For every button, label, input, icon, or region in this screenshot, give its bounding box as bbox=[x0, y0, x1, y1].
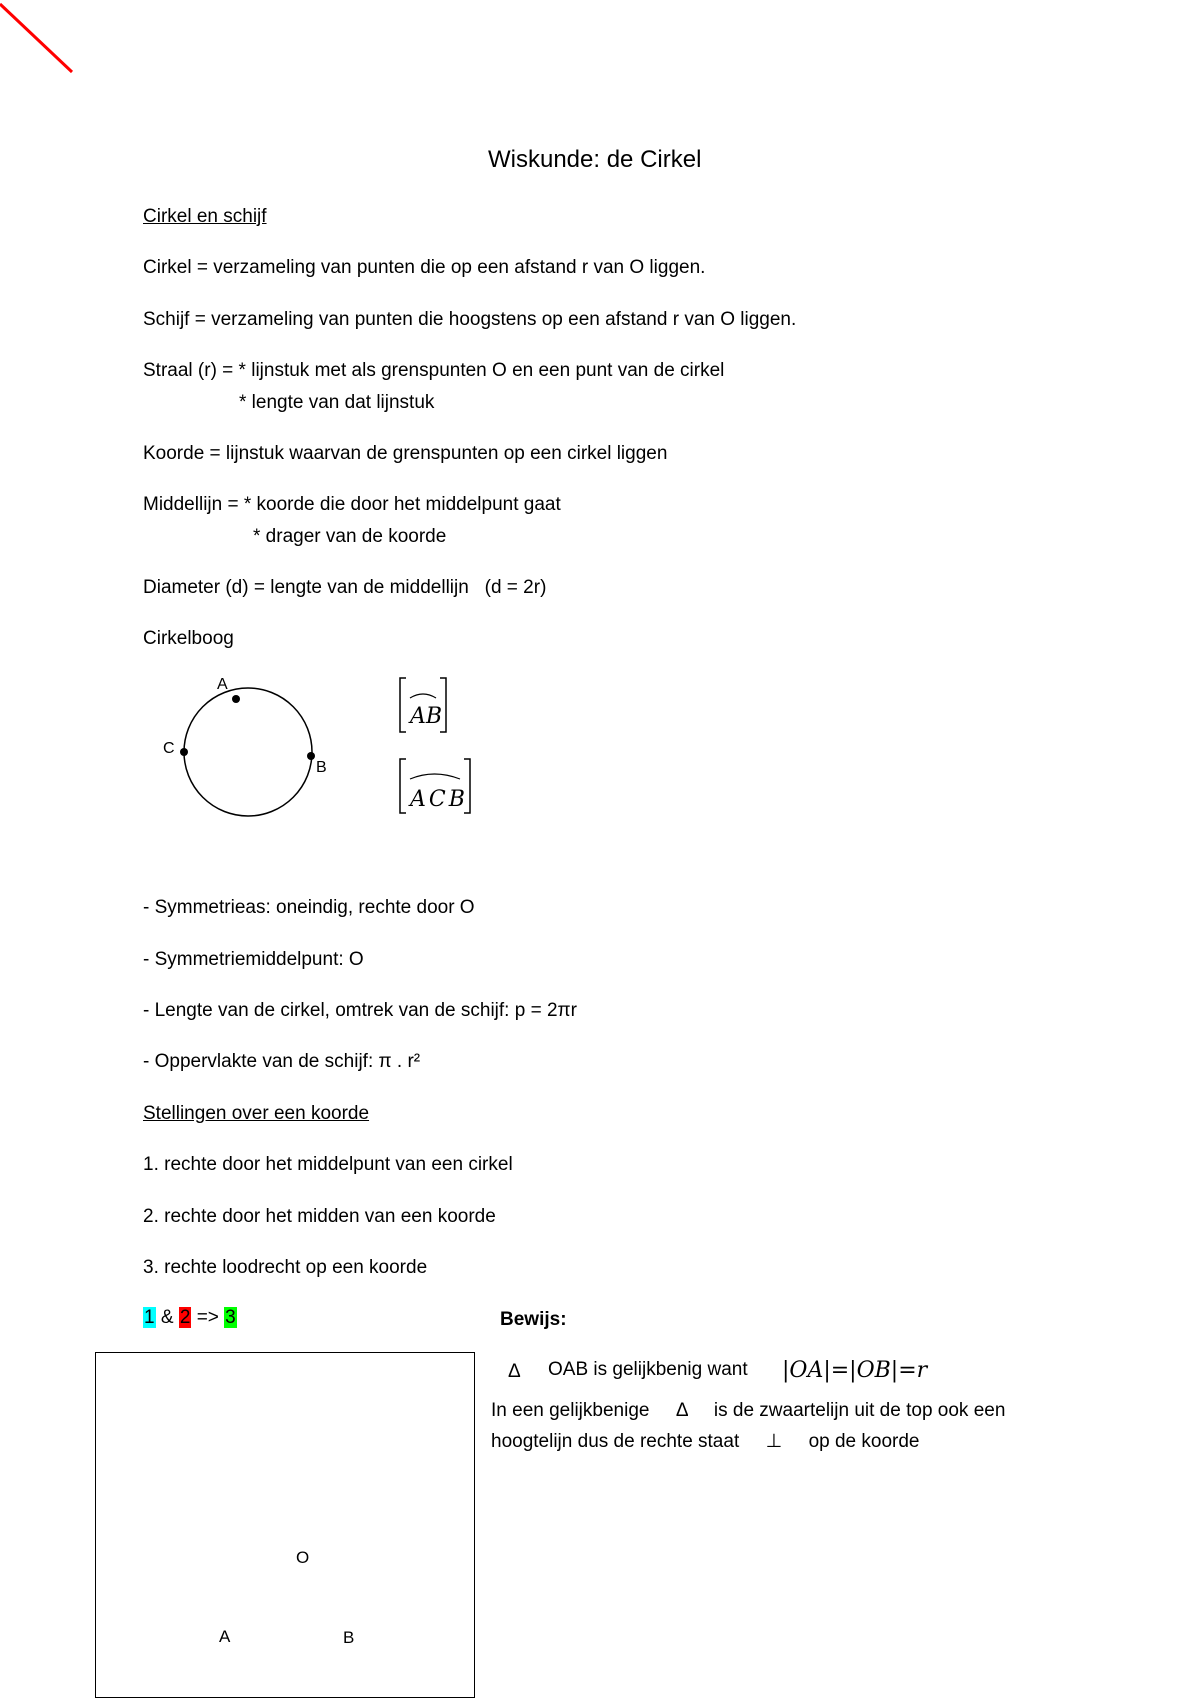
label-point-a-box: A bbox=[219, 1627, 231, 1646]
highlight-2: 2 bbox=[179, 1307, 191, 1328]
label-point-c: C bbox=[163, 740, 175, 757]
bewijs-line-2: In een gelijkbenige Δ is de zwaartelijn uit de top ook een bbox=[491, 1400, 1006, 1421]
page-title: Wiskunde: de Cirkel bbox=[488, 146, 702, 173]
definition-cirkelboog: Cirkelboog bbox=[143, 628, 234, 649]
arc-acb-label: ACB bbox=[410, 787, 468, 812]
label-point-o: O bbox=[296, 1548, 310, 1567]
bewijs-line-1: OAB is gelijkbenig want bbox=[548, 1359, 748, 1380]
definition-cirkel: Cirkel = verzameling van punten die op een afstand r van O liggen. bbox=[143, 257, 706, 278]
definition-middellijn-continued: * drager van de koorde bbox=[253, 526, 447, 547]
stelling-2: 2. rechte door het midden van een koorde bbox=[143, 1206, 496, 1227]
bewijs-heading: Bewijs: bbox=[500, 1309, 567, 1330]
arc-ab-label: AB bbox=[410, 704, 443, 729]
circle-figure bbox=[150, 670, 350, 835]
definition-diameter: Diameter (d) = lengte van de middellijn (d = 2r) bbox=[143, 577, 547, 598]
triangle-symbol: Δ bbox=[508, 1361, 521, 1382]
definition-koorde: Koorde = lijnstuk waarvan de grenspunten op een cirkel liggen bbox=[143, 443, 668, 464]
implication bbox=[143, 1308, 237, 1327]
arc-symbol bbox=[410, 694, 436, 698]
definition-straal-continued: * lengte van dat lijnstuk bbox=[239, 392, 435, 413]
point-c-dot bbox=[180, 748, 188, 756]
property-oppervlakte: - Oppervlakte van de schijf: π . r² bbox=[143, 1051, 421, 1072]
section-heading-stellingen: Stellingen over een koorde bbox=[143, 1103, 370, 1124]
left-bracket bbox=[400, 678, 406, 732]
property-lengte: - Lengte van de cirkel, omtrek van de schijf: p = 2πr bbox=[143, 1000, 577, 1021]
stelling-1: 1. rechte door het middelpunt van een cirkel bbox=[143, 1154, 513, 1175]
label-point-a: A bbox=[217, 676, 228, 693]
arrow: => bbox=[196, 1307, 219, 1328]
property-symmetriemiddelpunt: - Symmetriemiddelpunt: O bbox=[143, 949, 364, 970]
ampersand: & bbox=[160, 1307, 174, 1328]
section-heading-cirkel-en-schijf: Cirkel en schijf bbox=[143, 206, 267, 227]
left-bracket bbox=[400, 759, 406, 813]
definition-straal: Straal (r) = * lijnstuk met als grenspunten O en een punt van de cirkel bbox=[143, 360, 725, 381]
stelling-3: 3. rechte loodrecht op een koorde bbox=[143, 1257, 428, 1278]
point-a-dot bbox=[232, 695, 240, 703]
highlight-1: 1 bbox=[144, 1307, 155, 1328]
corner-mark-line bbox=[0, 4, 72, 72]
definition-schijf: Schijf = verzameling van punten die hoogstens op een afstand r van O liggen. bbox=[143, 309, 797, 330]
koorde-figure-box bbox=[95, 1352, 475, 1698]
point-b-dot bbox=[307, 752, 315, 760]
arc-symbol bbox=[410, 774, 460, 779]
circle-outline bbox=[184, 688, 312, 816]
corner-mark bbox=[0, 0, 80, 80]
bewijs-line-3: hoogtelijn dus de rechte staat ⊥ op de koorde bbox=[491, 1431, 920, 1452]
property-symmetrieas: - Symmetrieas: oneindig, rechte door O bbox=[143, 897, 475, 918]
definition-middellijn: Middellijn = * koorde die door het middelpunt gaat bbox=[143, 494, 561, 515]
highlight-3: 3 bbox=[225, 1307, 236, 1328]
label-point-b: B bbox=[316, 759, 327, 776]
bewijs-math-equality: |OA|=|OB|=r bbox=[782, 1358, 928, 1383]
label-point-b-box: B bbox=[343, 1628, 355, 1647]
